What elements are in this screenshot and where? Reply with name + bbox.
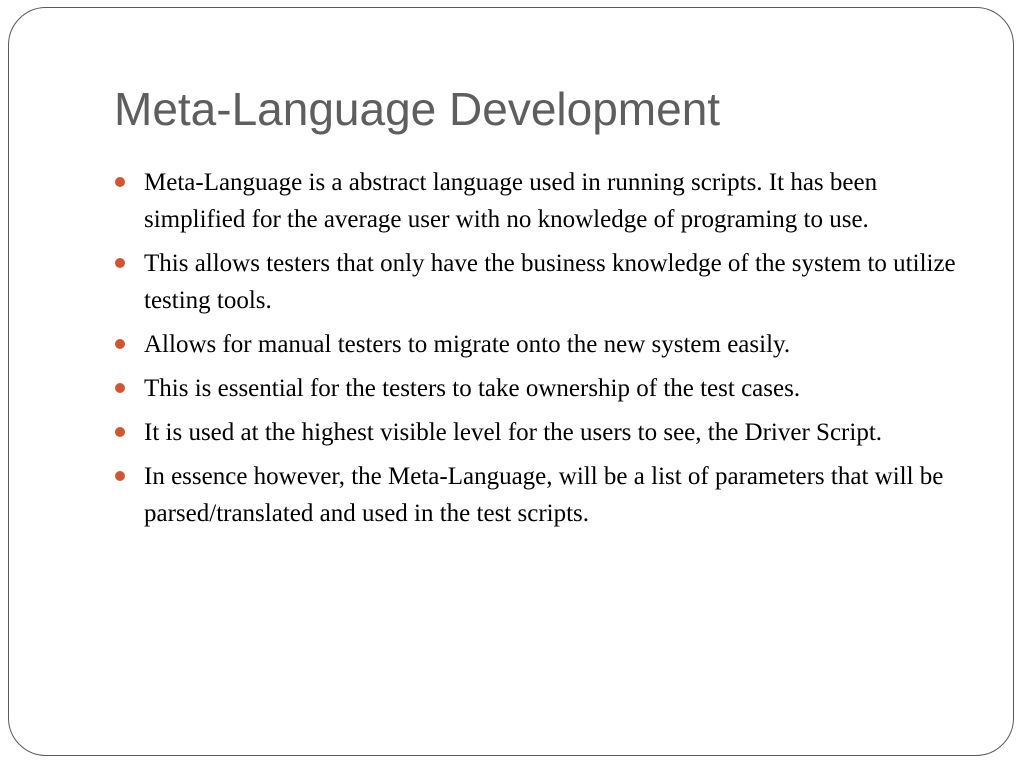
bullet-item: [113, 458, 963, 532]
slide-title: Meta-Language Development: [114, 83, 721, 135]
bullet-item: [113, 245, 963, 319]
bullet-text: This is essential for the testers to take ownership of the test cases.: [144, 375, 801, 402]
bullet-item: [113, 164, 963, 238]
bullet-text: Allows for manual testers to migrate onto the new system easily.: [144, 331, 791, 358]
bullet-text: Meta-Language is a abstract language used in running scripts. It has been simplified for the average user with no knowledge of programing to use.: [144, 169, 878, 233]
bullet-dot-icon: [115, 471, 125, 481]
bullet-item: [113, 326, 963, 363]
bullet-text: It is used at the highest visible level for the users to see, the Driver Script.: [144, 419, 883, 446]
bullet-list: [113, 164, 963, 539]
bullet-dot-icon: [115, 258, 125, 268]
bullet-dot-icon: [115, 427, 125, 437]
bullet-dot-icon: [115, 383, 125, 393]
bullet-dot-icon: [115, 339, 125, 349]
bullet-text: In essence however, the Meta-Language, will be a list of parameters that will be parsed/translated and used in the test scripts.: [144, 463, 944, 527]
bullet-item: [113, 370, 963, 407]
bullet-text: This allows testers that only have the business knowledge of the system to utilize testing tools.: [144, 250, 956, 314]
bullet-dot-icon: [115, 177, 125, 187]
bullet-item: [113, 414, 963, 451]
